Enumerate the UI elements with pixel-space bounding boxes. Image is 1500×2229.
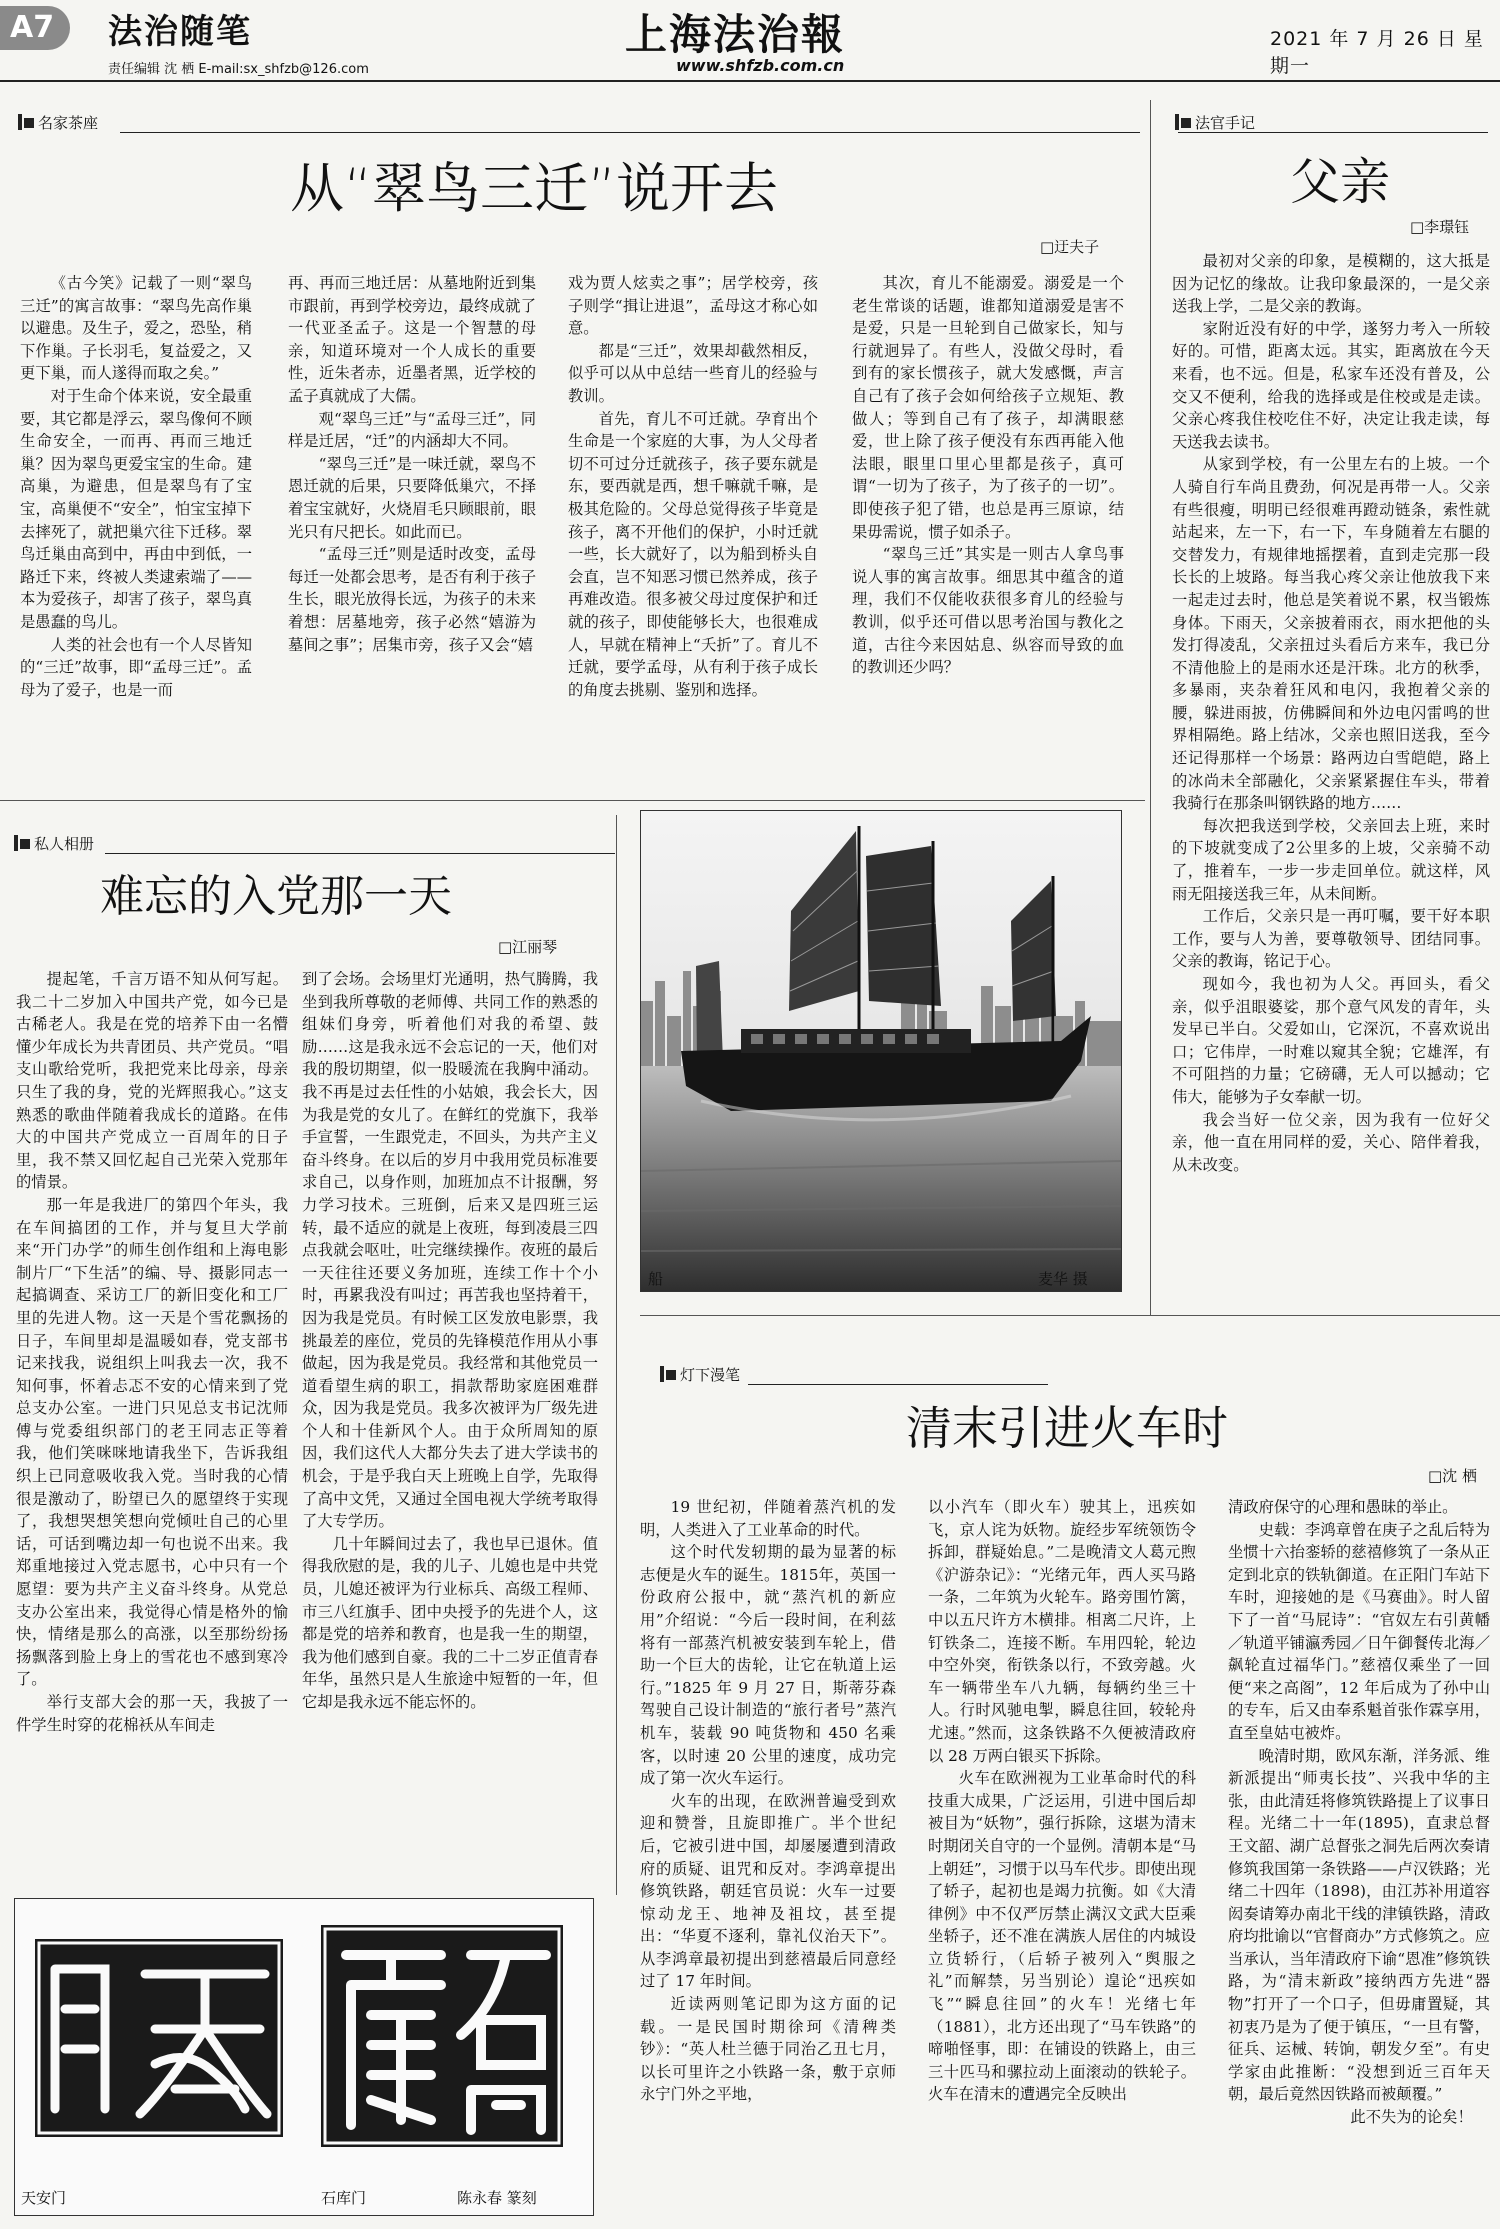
article4-column-2: 以小汽车（即火车）驶其上，迅疾如飞，京人诧为妖物。旋经步军统领饬令拆卸，群疑始息。”二是晚清文人葛元煦《沪游杂记》：“光绪元年，西人买马路一条，二年筑为火轮车。路旁围竹篱，中以五尺许方木横排。相离二尺许，上钉铁条二，连接不断。车用四轮，轮边中空外突，衔铁条以行，不致旁越。火车一辆带坐车八九辆，每辆约坐三十人。行时风驰电掣，瞬息往回，较轮舟尤速。”然而，这条铁路不久便被清政府以 28 万两白银买下拆除。 火车在欧洲视为工业革命时代的科技重大成果，广泛运用，引进中国后却被目为“妖物”，强行拆除，这堪为清末时期闭关自守的一个显例。清朝本是“马上朝廷”，习惯于以马车代步。即使出现了轿子，起初也是竭力抗衡。如《大清律例》中不仅严厉禁止满汉文武大臣乘坐轿子，还不准在满族人居住的内城设立货轿行，（后轿子被列入“舆服之礼”而解禁，另当别论）遑论“迅疾如飞”“瞬息往回”的火车！光绪七年（1881），北方还出现了“马车铁路”的啼啪怪事，即：在铺设的铁路上，由三三十匹马和骡拉动上面滚动的铁轮子。火车在清末的遭遇完全反映出 [928, 1498, 1196, 2104]
seal-carving-panel [14, 1898, 594, 2216]
seal-label-shikumen: 石库门 [321, 2189, 367, 2207]
seal-shikumen-glyphs [321, 1925, 563, 2147]
column-tag-mingjia: 名家茶座 [18, 112, 98, 133]
article4-column-3: 清政府保守的心理和愚昧的举止。 史载：李鸿章曾在庚子之乱后特为坐惯十六抬銮轿的慈禧修筑了一条从正定到北京的铁轨御道。在正阳门车站下车时，迎接她的是《马赛曲》。时人留下了一首“马屁诗”：“官奴左右引黄幡／轨道平铺瀛秀园／日午御餐传北海／飙轮直过福华门。”慈禧仅乘坐了一回便“来之高阁”，12 年后成为了孙中山的专车，后又由奉系魁首张作霖享用，直至皇姑屯被炸。 晚清时期，欧风东渐，洋务派、维新派提出“师夷长技”、兴我中华的主张，由此清廷将修筑铁路提上了议事日程。光绪二十一年(1895)，直隶总督王文韶、湖广总督张之洞先后两次奏请修筑我国第一条铁路——卢汉铁路；光绪二十四年（1898)，由江苏补用道容闳奏请筹办南北干线的津镇铁路，清政府均批谕以“官督商办”方式修筑之。应当承认，当年清政府下谕“恩准”修筑铁路，为“清末新政”接纳西方先进“器物”打开了一个口子，但毋庸置疑，其初衷乃是为了便于镇压，“一旦有警，征兵、运械、转饷，朝发夕至”。有史学家由此推断：“没想到近三百年天朝，最后竟然因铁路而被颠覆。” 此不失为的论矣！ [1228, 1498, 1490, 2127]
tag-rule [1178, 132, 1488, 133]
article1-column-3: 戏为贾人炫卖之事”；居学校旁，孩子则学“揖让进退”，孟母这才称心如意。 都是“三迁”，效果却截然相反，似乎可以从中总结一些育儿的经验与教训。 首先，育儿不可迁就。孕育出个生命是一个家庭的大事，为人父母者切不可过分迁就孩子，孩子要东就是东，要西就是西，想千嘛就千嘛，是极其危险的。父母总觉得孩子毕竟是孩子，离不开他们的保护，小时迁就一些，长大就好了，以为船到桥头自会直，岂不知恶习惯已然养成，孩子再难改造。很多被父母过度保护和迁就的孩子，即使能够长大，也很难成人，早就在精神上“夭折”了。育儿不迁就，要学孟母，从有利于孩子成长的角度去挑剔、鉴别和选择。 [568, 274, 818, 699]
photo-credit: 麦华 摄 [1038, 1270, 1088, 1288]
page-number: A7 [0, 6, 70, 50]
photo-junk-boat [640, 810, 1122, 1292]
article1-column-2: 再、再而三地迁居：从墓地附近到集市跟前，再到学校旁边，最终成就了一代亚圣孟子。这是一个智慧的母亲，知道环境对一个人成长的重要性，近朱者赤，近墨者黑，近学校的孟子真就成了大儒。 观“翠鸟三迁”与“孟母三迁”，同样是迁居，“迁”的内涵却大不同。 “翠鸟三迁”是一味迁就，翠鸟不恩迁就的后果，只要降低巢穴，不择着宝宝就好，火烧眉毛只顾眼前，眼光只有尺把长。如此而已。 “孟母三迁”则是适时改变，孟母每迁一处都会思考，是否有利于孩子生长，眼光放得长远，为孩子的未来着想：居墓地旁，孩子必然“嬉游为墓间之事”；居集市旁，孩子又会“嬉 [288, 274, 536, 654]
author-yufuzi: □迂夫子 [1040, 238, 1100, 256]
column-tag-dengxia: 灯下漫笔 [660, 1364, 740, 1385]
editor-line: 责任编辑 沈 栖 E-mail:sx_shfzb@126.com [108, 62, 369, 77]
tag-rule [748, 1384, 1048, 1385]
junk-boat-image [641, 811, 1121, 1291]
author-shenqi: □沈 栖 [1428, 1467, 1477, 1485]
article-title-fuqin: 父亲 [1290, 153, 1390, 211]
column-divider [1150, 100, 1151, 1315]
article4-column-1: 19 世纪初，伴随着蒸汽机的发明，人类进入了工业革命的时代。 这个时代发轫期的最为显著的标志便是火车的诞生。1815年，英国一份政府公报中，就“蒸汽机的新应用”介绍说：“今后一段时间，在利兹将有一部蒸汽机被安装到车轮上，借助一个巨大的齿轮，让它在轨道上运行。”1825 年 9 月 27 日，斯蒂芬森驾驶自己设计制造的“旅行者号”蒸汽机车，装载 90 吨货物和 450 名乘客，以时速 20 公里的速度，成功完成了第一次火车运行。 火车的出现，在欧洲普遍受到欢迎和赞誉，且旋即推广。半个世纪后，它被引进中国，却屡屡遭到清政府的质疑、诅咒和反对。李鸿章提出修筑铁路，朝廷官员说：火车一过要惊动龙王、地神及祖坟，甚至提出：“华夏不逐利，靠礼仪治天下”。从李鸿章最初提出到慈禧最后同意经过了 17 年时间。 近读两则笔记即为这方面的记载。一是民国时期徐珂《清稗类钞》：“英人杜兰德于同治乙丑七月，以长可里许之小铁路一条，敷于京师永宁门外之平地， [640, 1498, 896, 2104]
newspaper-masthead: 上海法治報 [625, 10, 846, 59]
seal-tiananmen [35, 1939, 283, 2137]
issue-date: 2021 年 7 月 26 日 星期一 [1270, 28, 1484, 77]
author-lijingyu: □李璟钰 [1410, 218, 1470, 236]
tag-rule [120, 132, 1140, 133]
article3-column-2: 到了会场。会场里灯光通明，热气腾腾，我坐到我所尊敬的老师傅、共同工作的熟悉的组妹们身旁，听着他们对我的希望、鼓励……这是我永远不会忘记的一天，他们对我的殷切期望，似一股暖流在我胸中涌动。我不再是过去任性的小姑娘，我会长大，因为我是党的女儿了。在鲜红的党旗下，我举手宣誓，一生跟党走，不回头，为共产主义奋斗终身。在以后的岁月中我用党员标准要求自己，以身作则，加班加点不计报酬，努力学习技术。三班倒，后来又是四班三运转，最不适应的就是上夜班，每到凌晨三四点我就会呕吐，吐完继续操作。夜班的最后一天往往还要义务加班，连续工作十个小时，再累我没有叫过；再苦我也坚持着干，因为我是党员。有时候工区发放电影票，我挑最差的座位，党员的先锋模范作用从小事做起，因为我是党员。我经常和其他党员一道看望生病的职工，捐款帮助家庭困难群众，因为我是党员。我多次被评为厂级先进个人和十佳新风个人。由于众所周知的原因，我们这代人大都分失去了进大学读书的机会，于是乎我白天上班晚上自学，先取得了高中文凭，又通过全国电视大学统考取得了大专学历。 几十年瞬间过去了，我也早已退休。值得我欣慰的是，我的儿子、儿媳也是中共党员，儿媳还被评为行业标兵、高级工程师、市三八红旗手、团中央授予的先进个人，这都是党的培养和教育，也是我一生的期望，我为他们感到自豪。我的二十二岁正值青春年华，虽然只是人生旅途中短暂的一年，但它却是我永远不能忘怀的。 [302, 970, 598, 1711]
divider [640, 1315, 1500, 1316]
seal-tiananmen-glyphs [35, 1939, 283, 2137]
article-title-cuiniao: 从“翠鸟三迁”说开去 [290, 157, 778, 220]
article-title-huoche: 清末引进火车时 [906, 1401, 1228, 1455]
seal-label-tiananmen: 天安门 [21, 2189, 67, 2207]
column-tag-faguan: 法官手记 [1175, 112, 1255, 133]
article2-column-1: 最初对父亲的印象，是模糊的，这大抵是因为记忆的缘故。让我印象最深的，一是父亲送我上学，二是父亲的教诲。 家附近没有好的中学，遂努力考入一所较好的。可惜，距离太远。其实，距离放在今天来看，也不远。但是，私家车还没有普及，公交又不便利，给我的选择或是住校或是走读。父亲心疼我住校吃住不好，决定让我走读，每天送我去读书。 从家到学校，有一公里左右的上坡。一个人骑自行车尚且费劲，何况是再带一人。父亲有些很瘦，明明已经很难再蹬动链条，索性就站起来，左一下，右一下，车身随着左右腿的交替发力，有规律地摇摆着，直到走完那一段长长的上坡路。每当我心疼父亲让他放我下来一起走过去时，他总是笑着说不累，权当锻炼身体。下雨天，父亲披着雨衣，雨水把他的头发打得凌乱，父亲扭过头看后方来车，我已分不清他脸上的是雨水还是汗珠。北方的秋季，多暴雨，夹杂着狂风和电闪，我抱着父亲的腰，躲进雨披，仿佛瞬间和外边电闪雷鸣的世界相隔绝。路上结冰，父亲也照旧送我，至今还记得那样一个场景：路两边白雪皑皑，路上的冰尚未全部融化，父亲紧紧握住车头，带着我骑行在那条叫钢铁路的地方…… 每次把我送到学校，父亲回去上班，来时的下坡就变成了2公里多的上坡，父亲骑不动了，推着车，一步一步走回单位。就这样，风雨无阻接送我三年，从未间断。 工作后，父亲只是一再叮嘱，要干好本职工作，要与人为善，要尊敬领导、团结同事。父亲的教诲，铭记于心。 现如今，我也初为人父。再回头，看父亲，似乎沮眼婆娑，那个意气风发的青年，头发早已半白。父爱如山，它深沉，不喜欢说出口；它伟岸，一时难以窥其全貌；它雄浑，有不可阻挡的力量；它磅礴，无人可以撼动；它伟大，能够为子女奉献一切。 我会当好一位父亲，因为我有一位好父亲，他一直在用同样的爱，关心、陪伴着我，从未改变。 [1172, 252, 1490, 1174]
photo-caption: 船 [648, 1270, 664, 1288]
website-url[interactable]: www.shfzb.com.cn [676, 56, 845, 75]
article1-column-4: 其次，育儿不能溺爱。溺爱是一个老生常谈的话题，谁都知道溺爱是害不是爱，只是一旦轮到自己做家长，知与行就迥异了。有些人，没做父母时，看到有的家长惯孩子，就大发感慨，声言自己有了孩子会如何给孩子立规矩、教做人；等到自己有了孩子，却满眼慈爱，世上除了孩子便没有东西再能入他法眼，眼里口里心里都是孩子，真可谓“一切为了孩子，为了孩子的一切”。即使孩子犯了错，也总是再三原谅，结果毋需说，惯子如杀子。 “翠鸟三迁”其实是一则古人拿鸟事说人事的寓言故事。细思其中蕴含的道理，我们不仅能收获很多育儿的经验与教训，似乎还可借以思考治国与教化之道，古往今来因姑息、纵容而导致的血的教训还少吗？ [852, 274, 1124, 677]
column-divider [616, 815, 617, 1895]
author-jiangliqin: □江丽琴 [498, 938, 558, 956]
divider [0, 800, 1145, 801]
section-name: 法治随笔 [108, 12, 252, 52]
column-tag-siren: 私人相册 [14, 833, 94, 854]
header-rule [0, 80, 1500, 82]
tag-rule [105, 853, 615, 854]
article3-column-1: 提起笔，千言万语不知从何写起。我二十二岁加入中国共产党，如今已是古稀老人。我是在党的培养下由一名懵懂少年成长为共青团员、共产党员。“唱支山歌给党听，我把党来比母亲，母亲只生了我的身，党的光辉照我心。”这支熟悉的歌曲伴随着我成长的道路。在伟大的中国共产党成立一百周年的日子里，我不禁又回忆起自己光荣入党那年的情景。 那一年是我进厂的第四个年头，我在车间搞团的工作，并与复旦大学前来“开门办学”的师生创作组和上海电影制片厂“下生活”的编、导、摄影同志一起搞调查、采访工厂的新旧变化和工厂里的先进人物。这一天是个雪花飘扬的日子，车间里却是温暖如春，党支部书记来找我，说组织上叫我去一次，我不知何事，怀着忐忑不安的心情来到了党总支办公室。一进门只见总支书记沈师傅与党委组织部门的老王同志正等着我，他们笑咪咪地请我坐下，告诉我组织上已同意吸收我入党。当时我的心情很是激动了，盼望已久的愿望终于实现了，我想哭想笑想向党倾吐自己的心里话，可话到嘴边却一句也说不出来。我郑重地接过入党志愿书，心中只有一个愿望：要为共产主义奋斗终身。从党总支办公室出来，我觉得心情是格外的愉快，情绪是那么的高涨，以至那纷纷扬扬飘落到脸上身上的雪花也不感到寒冷了。 举行支部大会的那一天，我披了一件学生时穿的花棉袄从车间走 [16, 970, 288, 1734]
seal-shikumen [321, 1925, 563, 2147]
article-title-rudang: 难忘的入党那一天 [100, 871, 452, 922]
seal-artist-credit: 陈永春 篆刻 [457, 2189, 537, 2207]
article1-column-1: 《古今笑》记载了一则“翠鸟三迁”的寓言故事：“翠鸟先高作巢以避患。及生子，爱之，恐坠，稍下作巢。子长羽毛，复益爱之，又更下巢，而人遂得而取之矣。” 对于生命个体来说，安全最重要，其它都是浮云，翠鸟像何不顾生命安全，一而再、再而三地迁巢？因为翠鸟更爱宝宝的生命。建高巢，为避患，但是翠鸟有了宝宝，高巢便不“安全”，怕宝宝掉下去摔死了，就把巢穴往下迁移。翠鸟迁巢由高到中，再由中到低，一路迁下来，终被人类逮索端了——本为爱孩子，却害了孩子，翠鸟真是愚蠢的鸟儿。 人类的社会也有一个人尽皆知的“三迁”故事，即“孟母三迁”。孟母为了爱子，也是一而 [20, 274, 252, 699]
